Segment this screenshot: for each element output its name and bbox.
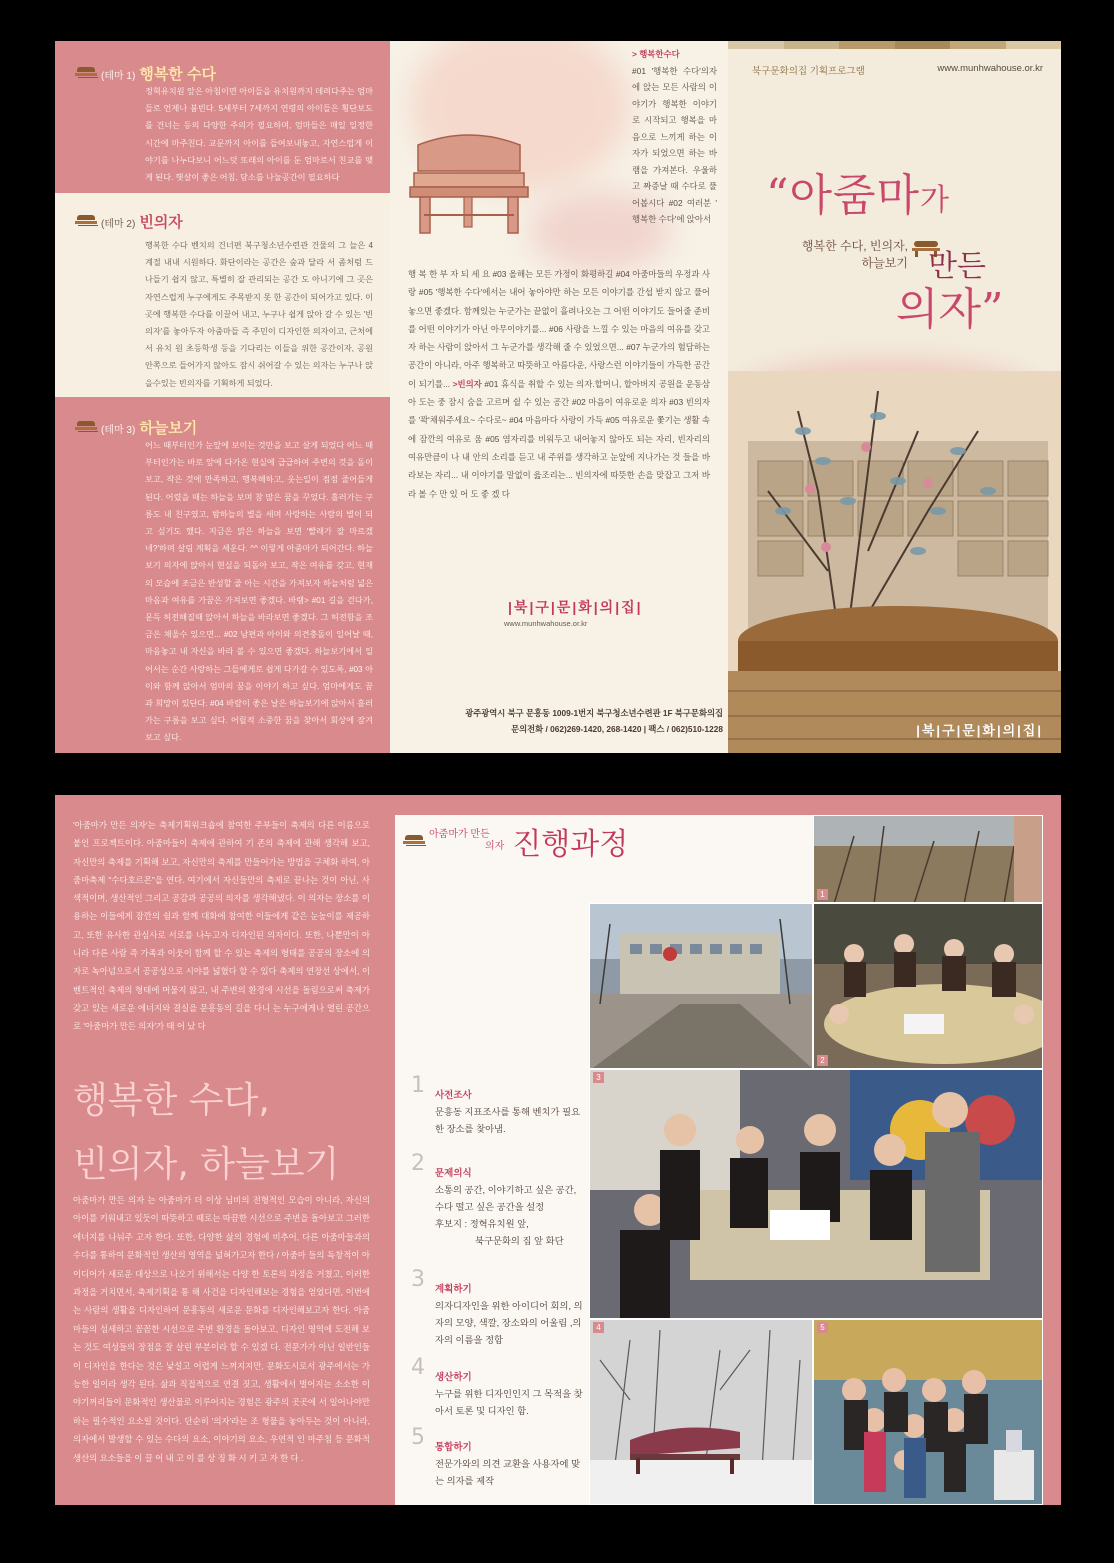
photo-1-image bbox=[814, 816, 1043, 903]
color-stripe-bar bbox=[728, 41, 1061, 49]
photo-4-image bbox=[590, 1320, 813, 1505]
outro-text: 아줌마가 만든 의자 는 아줌마가 더 이상 님비의 전형적인 모습이 아니라, 자신의 아이를 키워내고 있듯이 따뜻하고 때로는 따끔한 시선으로 주변을 돌아보고 그러한 에너지를 나눠주 고자 한다. 또한, 다양한 삶의 경험에 비추어, 다른 아줌마들과의 수다를 통하여 문화적인 생산의 영역을 넓혀가고자 한다 / 아줌마 들의 독창적이 아이디어가 새로운 대상으로 나오기 위해서는 다양 한 토론의 과정을 거쳤고, 이러한 과정을 거치면서, 축제기획을 통 해 사건을 디자인해보는 경험을 얻었다면, 이번에는 사람의 생활을 디자인하여 문흥동의 새로운 문화를 디자인해보고자 한다. 아줌마들의 섬세하고 꼼꼼한 시선으로 주변 환경을 돌아보고, 디자인 영역에 도전해 보는 것도 여성들의 장점을 잘 살린 부분이라 할 수 있겠 다. 전문가가 아닌 일반인들이 디자인을 한다는 것은 낯설고 어렵게 느껴지지만, 문화도시로서 광주에서는 가능한 일이라 생각 된다. 삶과 직접적으로 연결 짓고, 생활에서 벌어지는 소소한 이야기꺼리들이 문화적인 생산물로 이루어지는 경험은 광주의 곳곳에 서 일어나야만 하는 필수적인 요소일 것이다. 단순히 '의자'라는 조 형물을 놓아두는 것이 아니라, 의자에서 발생할 수 있는 수다의 요소, 이야기의 요소, 우연적 인 마주침 등 문화적 생산의 요소들을 이 끌 어 내 고 이 를 상 징 화 시 키 고 자 한 다 . bbox=[73, 1195, 370, 1463]
cover-title-quote: “ bbox=[766, 170, 790, 221]
photo-2-image bbox=[814, 904, 1043, 1069]
bench-tree-painting bbox=[728, 371, 1061, 753]
cover-subtitle-line2: 하늘보기 bbox=[861, 256, 908, 270]
bench-icon bbox=[403, 835, 425, 847]
cover-url[interactable]: www.munhwahouse.or.kr bbox=[937, 63, 1043, 74]
photo-number: 2 bbox=[817, 1055, 828, 1066]
cover-title-line2: 만든 bbox=[928, 249, 986, 284]
address: 광주광역시 북구 문흥동 1009-1번지 북구청소년수련관 1F 북구문화의집 bbox=[465, 708, 723, 718]
theme-1-block bbox=[55, 41, 390, 193]
theme-2-text: 행복한 수다 벤치의 건너편 북구청소년수련관 건물의 그 늘은 4계절 내내 시원하다. 화단이라는 공간은 숲과 달라 서 좀처럼 드나들기 쉽지 않고, 특별히 잘 관리되는 공간 도 아니기에 그 곳은 자연스럽게 누구에게도 주목받지 못 한 공간이 되어가고 있다. 이곳에 행복한 수다를 이끌어 내고, 누구나 쉽게 앉아 갈 수 있는 '빈의자'를 놓아두자 아줌마들 즉 주민이 디자인한 의자이고, 근처에서 유치 원 초등학생 등을 기다리는 이들을 위한 공간이자, 공원 안쪽으로 들어가지 않아도 잠시 쉬어갈 수 있는 의자는 누구나 앉을수있는 빈의자를 기획하게 되었다. bbox=[145, 241, 373, 388]
process-heading-small bbox=[429, 829, 504, 853]
process-heading-small-2: 의자 bbox=[485, 841, 505, 852]
school-street-image bbox=[590, 904, 813, 1069]
step-extra: 북구문화의 집 앞 화단 bbox=[475, 1236, 564, 1246]
munhwahouse-logo: |북|구|문|화|의|집| bbox=[508, 599, 643, 615]
photo-5-group bbox=[813, 1319, 1043, 1505]
theme-1-tag: (테마 1) bbox=[101, 71, 136, 82]
story-main-body-2: #01 휴식을 취할 수 있는 의자.할머니, 할아버지 공원을 운동삼아 도는 중 잠시 숨을 고르며 쉴 수 있는 공간 #02 마음이 여유로운 의자 #03 빈의자를 '꽉'채워주세요~ 수다로~ #04 마음마다 사랑이 가득 #05 여유로운 쫓기는 생활 속에 잠깐의 여유로 움 #05 염자리를 비워두고 내어놓지 않아도 되는 자리, 빈자리의 여유만큼이 나 내 안의 소리를 듣고 내 주위를 생각하고 눈앞에 지나가는 것 들을 바라보는 자리... 내 이야기를 말없이 읊조리는... 빈의자에 따뜻한 손을 맞잡고 그저 바 라 볼 수 만 있 어 도 좋 겠 다 bbox=[408, 378, 711, 499]
cover-title-line3: 의자” bbox=[896, 284, 1004, 335]
bench-icon bbox=[75, 215, 97, 227]
photo-3-planning bbox=[589, 1069, 1043, 1319]
cover-title-particle: 가 bbox=[920, 183, 950, 218]
cover-subtitle bbox=[796, 238, 908, 272]
photo-3-image bbox=[590, 1070, 1043, 1319]
program-label: 북구문화의집 기획프로그램 bbox=[752, 66, 865, 77]
phone-fax: 문의전화 / 062)269-1420, 268-1420 | 팩스 / 062)510-1228 bbox=[511, 723, 723, 734]
story-empty-chair-label: >빈의자 bbox=[452, 378, 482, 389]
theme-1-text: 정혁유치원 앞은 아침이면 아이들을 유치원까지 데려다주는 엄마들로 언제나 붐빈다. 5세부터 7세까지 연령의 아이들은 횡단보도를 건너는 등의 다양한 주의가 필요하며, 엄마들은 매일 일정한 시간에 마주친다. 교문까지 아이를 들여보내놓고, 자연스럽게 이야기를 나누다보니 어느덧 또래의 아이를 둔 엄마로서 친교를 맺게 된다. 햇살이 좋은 어침, 담소를 나눌공간이 필요하다 bbox=[145, 87, 373, 183]
step-desc: 누구를 위한 디자인인지 그 목적을 찾아서 토론 및 디자인 함. bbox=[435, 1389, 583, 1416]
brochure-inner-side bbox=[55, 795, 1061, 1505]
story-happy-chat-text bbox=[632, 46, 717, 228]
cover-subtitle-line1: 행복한 수다, 빈의자, bbox=[801, 239, 908, 253]
themes-panel bbox=[55, 41, 390, 753]
process-card bbox=[395, 815, 825, 1505]
theme-1-heading bbox=[75, 63, 216, 84]
photo-1-survey bbox=[813, 815, 1043, 903]
big-heading bbox=[73, 1069, 339, 1197]
step-desc: 소통의 공간, 이야기하고 싶은 공간, 수다 떨고 싶은 공간을 설정 bbox=[435, 1185, 577, 1212]
brochure-outer-side bbox=[55, 41, 1061, 753]
cover-title-word-ajumma: 아줌마 bbox=[789, 170, 921, 221]
theme-2-heading bbox=[75, 211, 183, 232]
big-heading-line2: 빈의자, 하늘보기 bbox=[73, 1144, 340, 1185]
theme-3-text: 어느 때부터인가 눈앞에 보이는 것만을 보고 살게 되었다 어느 때부터인가는 바로 앞에 다가온 현실에 급급하여 주변의 것을 돌이보고, 작은 것에 만족하고, 행복해하고, 웃는일이 점점 줄어들게 된다. 어렸을 때는 하늘을 보며 참 많은 꿈을 꾸었다. 흘러가는 구름도 내 친구였고, 밤하늘의 별을 세며 사랑하는 사람의 별이 되고 싶기도 했다. 지금은 맑은 하늘을 보면 '빨래가 잘 마르겠네?'하며 살림 계획을 세운다. ^^ 이렇게 아줌마가 되어간다. 하늘보기 의자에 앉아서 현실을 되돌아 보고, 작은 여유를 갖고, 현재의 모습에 조금은 반성할 줄 아는 시간을 가져보자 하늘처럼 넓은마음과 여유를 가꿈은 가져보면 좋겠다. 바램> #01 길을 걷다가, 문득 허전해질때 앉아서 하늘을 바라보면 좋겠다. 그 허전함을 조금은 채울수 있으면... #02 남편과 아이와 의견충돌이 일어날 때, 마음놓고 내 자신을 바라 볼 수 있으면 좋겠다. 하늘보기에서 일어서는 순간 사랑하는 그들에게로 쉽게 다가갈 수 있도록, #03 아이와 함께 앉아서 엄마의 꿈을 이야기 하고 싶다. 엄마에게도 꿈과 희망이 있단다. #04 바람이 좋은 날은 하늘보기에 앉아서 흘러가는 구름을 보고 싶다. 어릴적 소중한 꿈을 찾아서 회상에 잠겨 보고 싶다. bbox=[145, 441, 373, 743]
step-desc: 전문가와의 의견 교환을 사용자에 맞 는 의자를 제작 bbox=[435, 1459, 581, 1486]
photo-2-meeting bbox=[813, 903, 1043, 1069]
step-desc: 의자디자인을 위한 아이디어 회의, 의자의 모양, 색깔, 장소와의 어울림 ,의자의 이름을 정함 bbox=[435, 1301, 583, 1345]
photo-5-image bbox=[814, 1320, 1043, 1505]
step-number: 5 bbox=[411, 1425, 425, 1450]
step-title: 계획하기 bbox=[435, 1284, 472, 1295]
theme-3-tag: (테마 3) bbox=[101, 425, 136, 436]
photo-number: 1 bbox=[817, 889, 828, 900]
process-heading-big: 진행과정 bbox=[512, 827, 629, 862]
step-number: 1 bbox=[411, 1073, 425, 1098]
photo-school-street bbox=[589, 903, 813, 1069]
story-main-body-1: 행 복 한 부 자 되 세 요 #03 올해는 모든 가정이 화평하길 #04 아줌마들의 우정과 사랑 #05 '행복한 수다'에서는 내어 놓아야만 하는 모든 이야기를 간섭 받지 않고 풀어놓으면 좋겠다. 함께있는 누군가는 끝없이 흘려나오는 그 어떤 이야기도 들어줄 준비를 어떤 이야기가 아닌 아무이야기를... #06 사랑을 느낄 수 있는 마음의 여유를 갖고자 하는 사람이 앉아서 그 누군가를 생각해 줄 수 있었으면... #07 누군가의 험담하는 공간이 아니라, 아주 행복하고 따뜻하고 아름다운, 사랑스런 이야기들이 가득한 공간이 되기를... bbox=[408, 269, 710, 389]
intro-text: '아줌마가 만든 의자'는 축제기획워크숍에 참여한 주부들이 축제의 다른 이름으로 붙인 프로젝트이다. 아줌마들이 축제에 관하여 기 존의 축제에 관해 생각해 보고, 자신만의 축제를 기획해 보고, 자신만의 축제를 만들어가는 방법을 구체화 하여, 아줌마축제 "수다호르몬"을 연다. 여기에서 자신들만의 축제로 끝나는 것이 아닌, 사색적이며, 생산적인 그리고 공감과 공공의 의자를 생각해냈다. 이 의자는 장소를 이용하는 이들에게 잠깐의 쉼과 함께 대화에 참여한 이들에게 같은 눈높이를 제공하고, 또한 유사한 관심사로 서로를 나누고자 디자인된 의자이다. 또한, 나뿐만이 아니라 다른 사람 즉 가족과 이웃이 함께 할 수 있는 축제의 형태를 공공의 장소에 의자로 녹아넘으로서 공공성으로 시야를 넓혔다 할 수 있다 축제의 연장선 상에서, 이벤트적인 축제의 형태에 머물지 않고, 내 주변의 환경에 시선을 돌림으로써 축제가 갖고 있는 새로운 에너지와 결실을 문흥동의 길을 다니 는 누구에게나 열린 공간으로 '아줌마가 만든 의자'가 태 어 났 다 bbox=[73, 820, 370, 1032]
theme-3-block bbox=[55, 397, 390, 753]
theme-2-title: 빈의자 bbox=[139, 214, 183, 231]
story-panel bbox=[390, 41, 728, 753]
big-heading-line1: 행복한 수다, bbox=[73, 1080, 270, 1121]
process-heading bbox=[403, 819, 628, 863]
step-number: 2 bbox=[411, 1151, 425, 1176]
step-title: 통합하기 bbox=[435, 1442, 472, 1453]
step-title: 사전조사 bbox=[435, 1090, 472, 1101]
story-url[interactable]: www.munhwahouse.or.kr bbox=[504, 619, 588, 628]
photo-number: 4 bbox=[593, 1322, 604, 1333]
step-title: 문제의식 bbox=[435, 1168, 472, 1179]
theme-3-heading bbox=[75, 417, 197, 438]
story-happy-chat-label: > 행복한수다 bbox=[632, 49, 680, 59]
theme-3-title: 하늘보기 bbox=[139, 420, 198, 437]
theme-2-block bbox=[55, 193, 390, 397]
bench-icon bbox=[75, 421, 97, 433]
wooden-bench-illustration bbox=[404, 129, 534, 239]
story-main-text bbox=[408, 265, 710, 503]
theme-2-tag: (테마 2) bbox=[101, 219, 136, 230]
step-desc: 문흥동 지표조사를 통해 벤치가 필요한 장소를 찾아냄. bbox=[435, 1107, 581, 1134]
cover-panel bbox=[728, 41, 1061, 753]
bench-icon bbox=[75, 67, 97, 79]
photo-number: 3 bbox=[593, 1072, 604, 1083]
step-number: 3 bbox=[411, 1267, 425, 1292]
theme-1-title: 행복한 수다 bbox=[139, 66, 216, 83]
step-title: 생산하기 bbox=[435, 1372, 472, 1383]
cover-logo: |북|구|문|화|의|집| bbox=[916, 723, 1043, 738]
photo-4-bench-snow bbox=[589, 1319, 813, 1505]
story-happy-chat-body: #01 '행복한 수다'의자에 앉는 모든 사람의 이야기가 행복한 이야기로 시작되고 행복을 마음으로 느끼게 하는 이자가 되었으면 하는 바램을 가져본다. 우울하고 짜증날 때 수다로 풀어봅시다 #02 여러분 ' 행복한 수다'에 앉아서 bbox=[632, 65, 717, 224]
step-number: 4 bbox=[411, 1355, 425, 1380]
photo-number: 5 bbox=[817, 1322, 828, 1333]
contact-info bbox=[398, 706, 723, 737]
cover-title-line1 bbox=[766, 159, 950, 223]
process-heading-small-1: 아줌마가 만든 bbox=[429, 829, 490, 840]
step-extra: 후보지 : 정혁유치원 앞, bbox=[435, 1219, 529, 1229]
step-desc-block bbox=[435, 1182, 585, 1250]
